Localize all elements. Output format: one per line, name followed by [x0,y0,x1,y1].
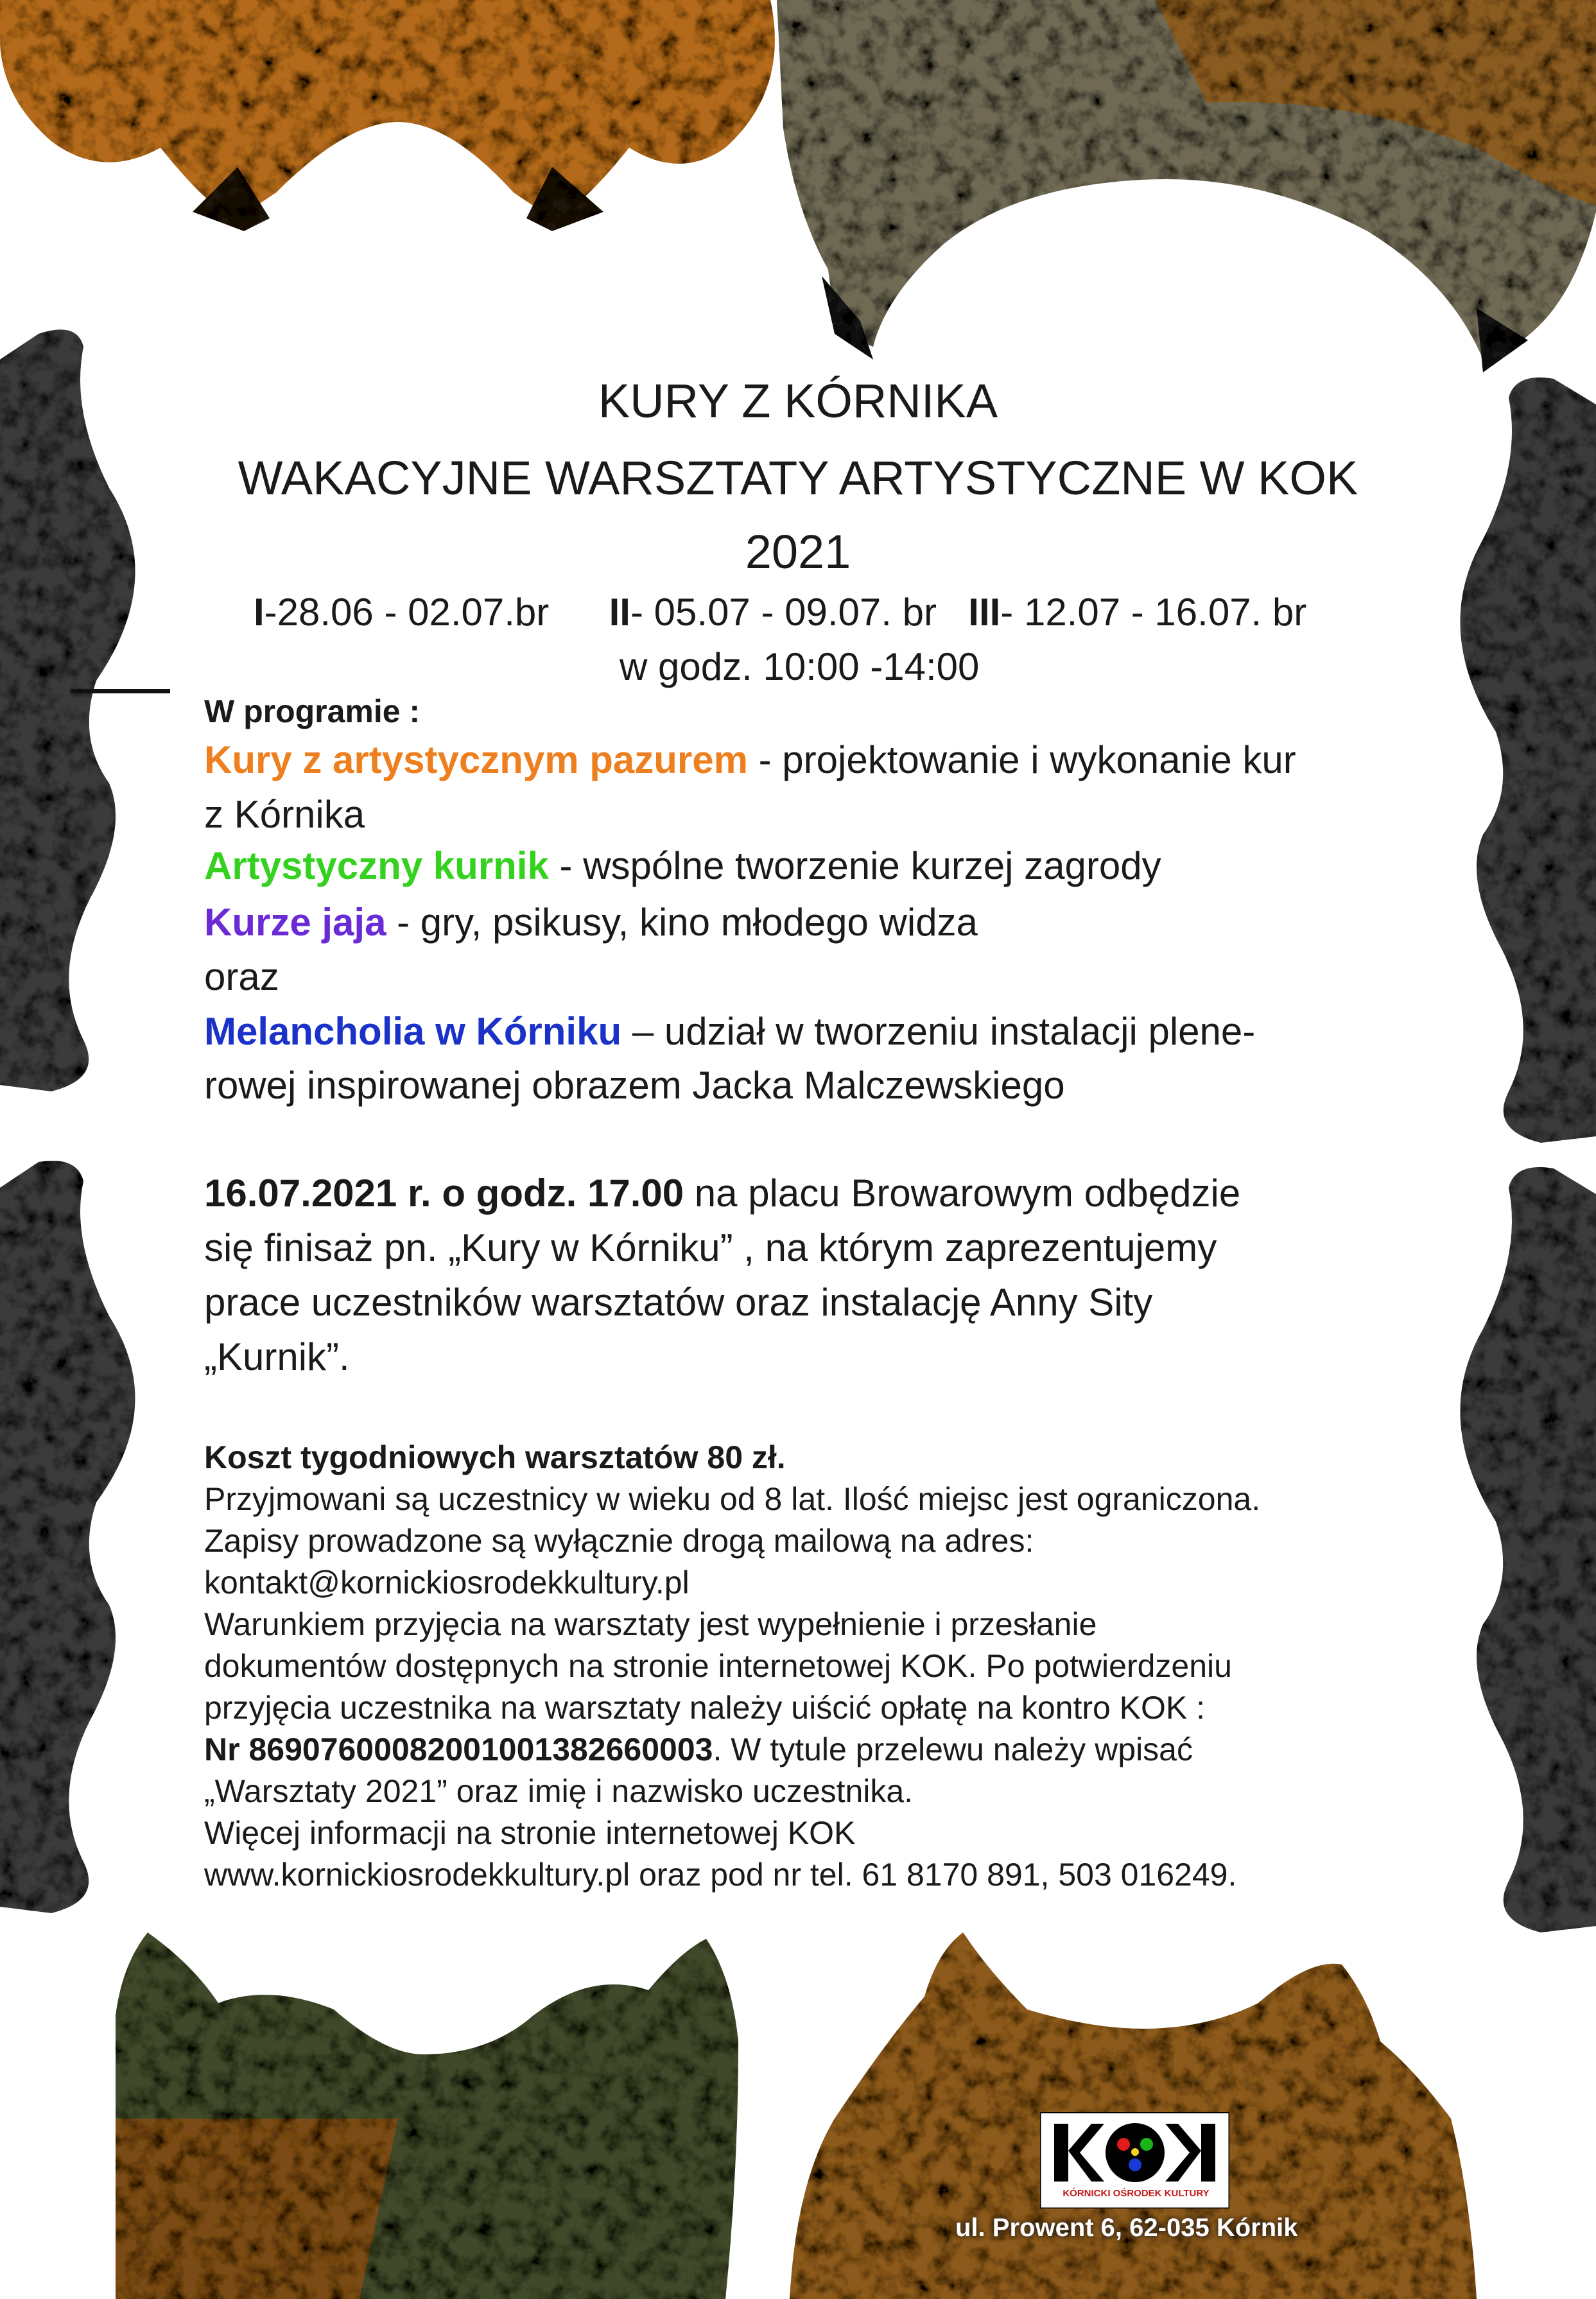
finisage-date: 16.07.2021 r. o godz. 17.00 [204,1172,684,1215]
title-line-2: WAKACYJNE WARSZTATY ARTYSTYCZNE W KOK [238,451,1358,505]
info-line-7-rest: . W tytule przelewu należy wpisać [713,1731,1193,1767]
program-item-1-cont: z Kórnika [204,793,365,836]
top-right-ornament [777,0,1596,372]
program-item-4-desc: – udział w tworzeniu instalacji plene- [621,1010,1256,1053]
info-line-1: Przyjmowani są uczestnicy w wieku od 8 lat. Ilość miejsc jest ograniczona. [204,1481,1261,1517]
program-item-3 [204,898,978,948]
session-3-number: III [968,591,1001,634]
session-3-dates: - 12.07 - 16.07. br [1000,591,1307,634]
session-2-dates: - 05.07 - 09.07. br [630,591,937,634]
info-line-2: Zapisy prowadzone są wyłącznie drogą mailową na adres: [204,1523,1034,1559]
program-item-1 [204,735,1296,785]
finisage-line-3: prace uczestników warsztatów oraz instalację Anny Sity [204,1281,1153,1324]
info-line-6: przyjęcia uczestnika na warsztaty należy uiścić opłatę na kontro KOK : [204,1690,1206,1726]
program-item-1-title: Kury z artystycznym pazurem [204,738,748,781]
info-line-4: Warunkiem przyjęcia na warsztaty jest wypełnienie i przesłanie [204,1606,1097,1642]
program-heading: W programie : [204,693,421,729]
right-ornament-lower [1460,1167,1596,1932]
info-line-9: Więcej informacji na stronie internetowej KOK [204,1815,856,1851]
accent-line [71,689,170,693]
session-2-number: II [609,591,630,634]
info-line-7 [204,1730,1193,1769]
finisage-line-2: się finisaż pn. „Kury w Kórniku” , na którym zaprezentujemy [204,1226,1217,1269]
info-line-5: dokumentów dostępnych na stronie internetowej KOK. Po potwierdzeniu [204,1648,1232,1684]
program-item-4-title: Melancholia w Kórniku [204,1010,622,1053]
top-left-ornament [0,0,775,231]
title-line-1: KURY Z KÓRNIKA [598,374,998,428]
program-item-2-desc: - wspólne tworzenie kurzej zagrody [548,844,1161,887]
program-item-4-cont: rowej inspirowanej obrazem Jacka Malczewskiego [204,1064,1065,1107]
address: ul. Prowent 6, 62-035 Kórnik [955,2214,1298,2242]
finisage-line-4: „Kurnik”. [204,1335,350,1378]
account-number: Nr 86907600082001001382660003 [204,1731,713,1767]
finisage-line-1-rest: na placu Browarowym odbędzie [684,1172,1241,1215]
left-ornament-upper [0,329,135,1091]
program-item-1-desc: - projektowanie i wykonanie kur [747,738,1296,781]
program-item-2-title: Artystyczny kurnik [204,844,549,887]
title-year: 2021 [745,525,851,578]
session-1-dates: -28.06 - 02.07.br [264,591,550,634]
session-hours: w godz. 10:00 -14:00 [620,645,980,688]
program-item-2 [204,841,1161,891]
session-1-number: I [254,591,265,634]
program-item-4 [204,1007,1255,1057]
bottom-left-ornament [116,1932,738,2299]
finisage-line-1 [204,1168,1240,1219]
info-line-8: „Warsztaty 2021” oraz imię i nazwisko uczestnika. [204,1773,914,1809]
program-oraz: oraz [204,955,279,998]
website-line[interactable]: www.kornickiosrodekkultury.pl oraz pod nr tel. 61 8170 891, 503 016249. [204,1857,1237,1893]
cost-line: Koszt tygodniowych warsztatów 80 zł. [204,1439,786,1475]
logo-subtitle: KÓRNICKI OŚRODEK KULTURY [1063,2188,1210,2199]
program-item-3-desc: - gry, psikusy, kino młodego widza [386,901,978,944]
contact-email[interactable]: kontakt@kornickiosrodekkultury.pl [204,1565,690,1601]
left-ornament-lower [0,1161,135,1913]
session-dates [254,587,1306,638]
program-item-3-title: Kurze jaja [204,901,386,944]
